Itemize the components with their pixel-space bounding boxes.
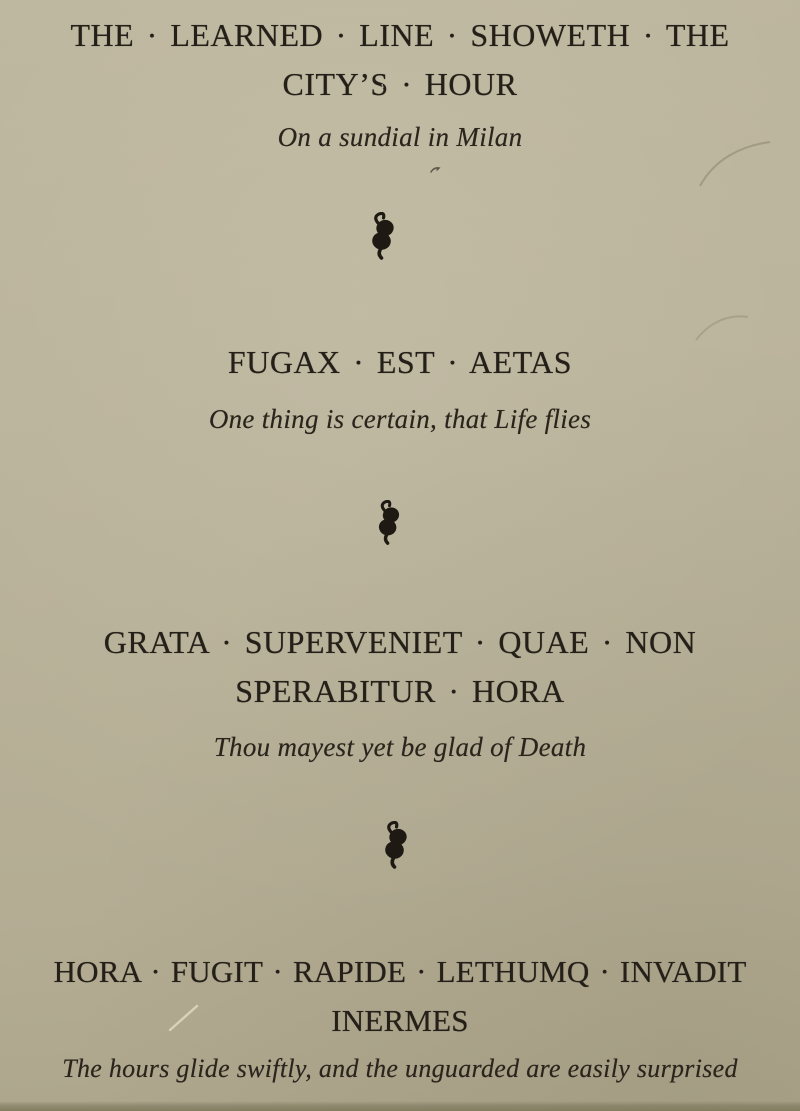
fleuron-ornament bbox=[382, 821, 412, 871]
fleuron-icon bbox=[382, 821, 412, 871]
motto-1-caption: On a sundial in Milan bbox=[277, 122, 523, 152]
motto-3-caption: Thou mayest yet be glad of Death bbox=[213, 732, 587, 762]
fleuron-icon bbox=[369, 212, 399, 262]
motto-4-caption: The hours glide swiftly, and the unguarded are easily surprised bbox=[62, 1054, 738, 1083]
fleuron-ornament bbox=[375, 500, 405, 547]
fleuron-ornament bbox=[369, 212, 399, 262]
motto-1-latin bbox=[0, 11, 800, 109]
fleuron-icon bbox=[375, 500, 405, 547]
motto-1-line-2: CITY’S · HOUR bbox=[282, 66, 518, 102]
motto-4-latin bbox=[0, 947, 800, 1045]
motto-3-latin bbox=[0, 618, 800, 716]
motto-2-line-1: FUGAX · EST · AETAS bbox=[227, 344, 573, 380]
motto-3-line-2: SPERABITUR · HORA bbox=[235, 673, 565, 709]
motto-2-caption: One thing is certain, that Life flies bbox=[208, 404, 592, 434]
motto-4-line-1: HORA · FUGIT · RAPIDE · LETHUMQ · INVADIT bbox=[53, 954, 747, 989]
motto-2-latin bbox=[0, 338, 800, 387]
motto-4-line-2: INERMES bbox=[331, 1003, 469, 1038]
motto-1-line-1: THE · LEARNED · LINE · SHOWETH · THE bbox=[70, 17, 730, 53]
motto-3-line-1: GRATA · SUPERVENIET · QUAE · NON bbox=[103, 624, 697, 660]
page-bottom-edge bbox=[0, 1101, 800, 1111]
